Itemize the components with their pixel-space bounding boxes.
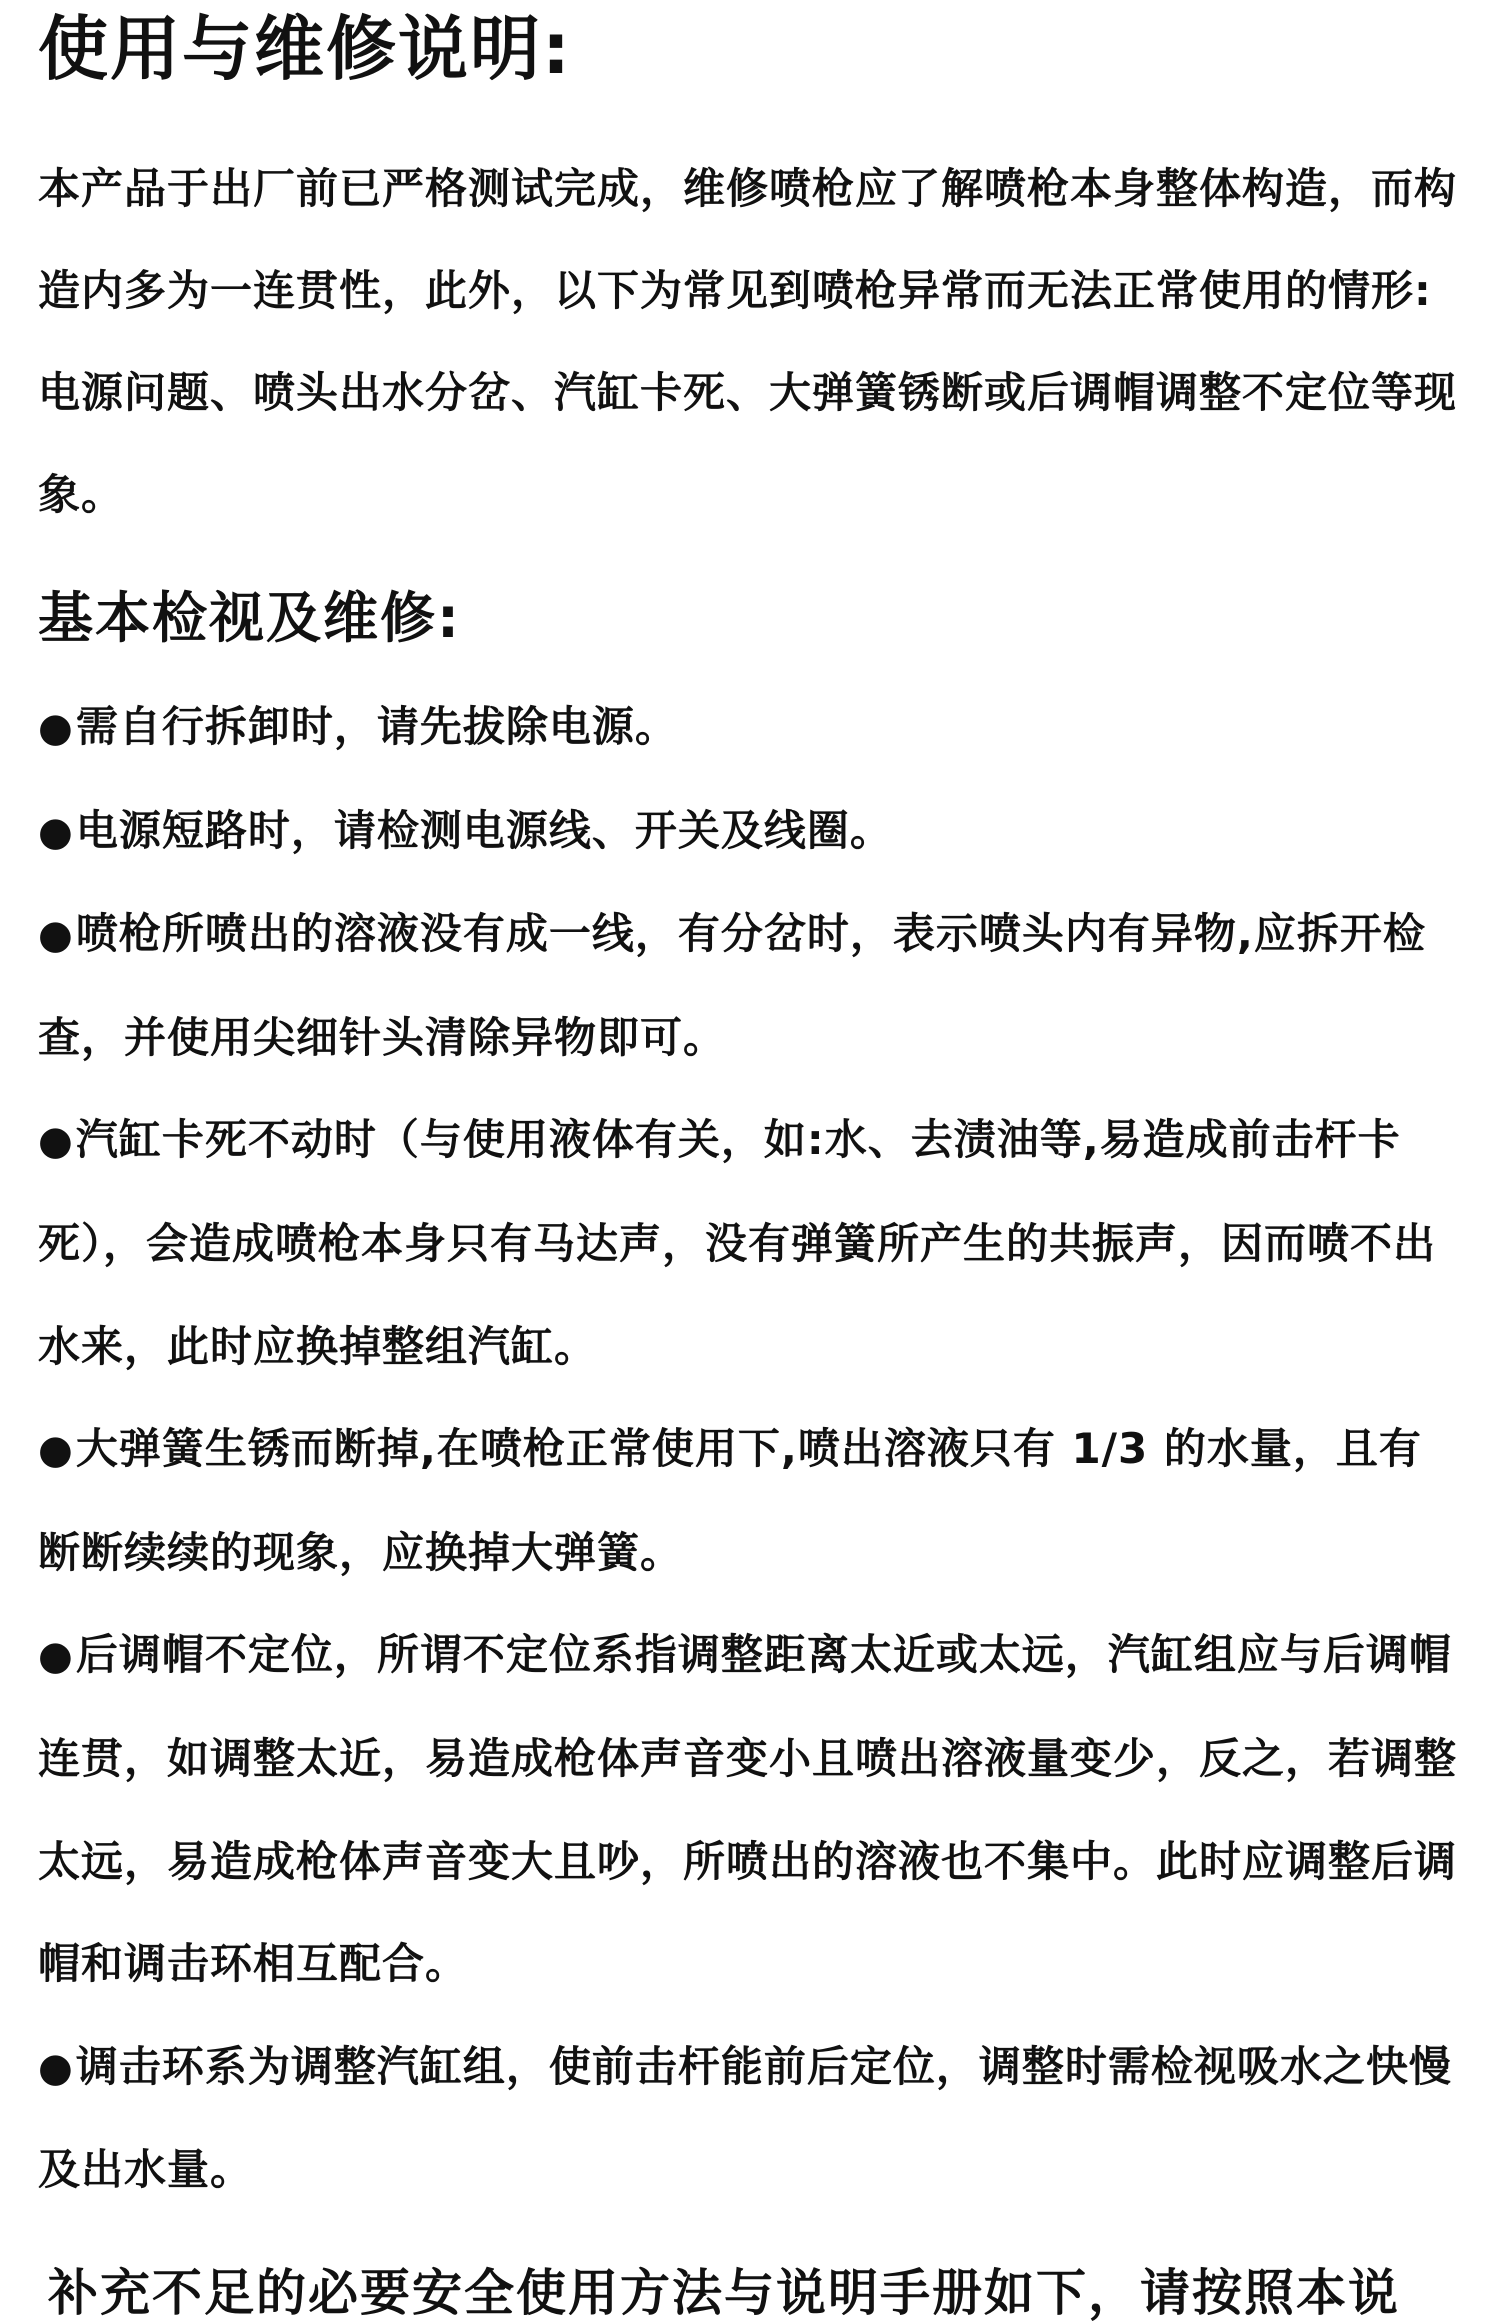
- intro-paragraph: 本产品于出厂前已严格测试完成，维修喷枪应了解喷枪本身整体构造，而构造内多为一连贯性，此外，以下为常见到喷枪异常而无法正常使用的情形:电源问题、喷头出水分岔、汽缸卡死、大弹簧锈断或后调帽调整不定位等现象。: [38, 164, 1458, 519]
- bullet-icon: ●: [38, 808, 74, 855]
- list-item: [38, 676, 1458, 780]
- bullet-icon: ●: [38, 705, 74, 751]
- bullet-icon: ●: [38, 1633, 74, 1680]
- list-item-text: 汽缸卡死不动时（与使用液体有关，如:水、去渍油等,易造成前击杆卡死），会造成喷枪本身只有马达声，没有弹簧所产生的共振声，因而喷不出水来，此时应换掉整组汽缸。: [38, 1115, 1437, 1371]
- list-item: [38, 780, 1458, 884]
- list-item-text: 调击环系为调整汽缸组，使前击杆能前后定位，调整时需检视吸水之快慢及出水量。: [38, 2041, 1452, 2195]
- list-item-text: 需自行拆卸时，请先拔除电源。: [75, 702, 678, 751]
- list-item-text: 喷枪所喷出的溶液没有成一线，有分岔时，表示喷头内有异物,应拆开检查，并使用尖细针头清除异物即可。: [38, 909, 1426, 1062]
- section-title: 基本检视及维修:: [38, 586, 461, 650]
- footer-text: 补充不足的必要安全使用方法与说明手册如下，请按照本说: [48, 2264, 1400, 2322]
- list-item: [38, 883, 1458, 1089]
- list-item: [38, 1398, 1458, 1604]
- list-item-text: 电源短路时，请检测电源线、开关及线圈。: [75, 805, 893, 855]
- list-item: [38, 1089, 1458, 1398]
- list-item-text: 大弹簧生锈而断掉,在喷枪正常使用下,喷出溶液只有 1/3 的水量，且有断断续续的现象，应换掉大弹簧。: [38, 1424, 1422, 1577]
- bullet-icon: ●: [38, 912, 74, 959]
- bullet-icon: ●: [38, 1118, 74, 1165]
- bullet-icon: ●: [38, 1427, 74, 1474]
- list-item: [38, 1604, 1458, 2015]
- list-item-text: 后调帽不定位，所谓不定位系指调整距离太近或太远，汽缸组应与后调帽连贯，如调整太近，易造成枪体声音变小且喷出溶液量变少，反之，若调整太远，易造成枪体声音变大且吵，所喷出的溶液也不集中。此时应调整后调帽和调击环相互配合。: [38, 1630, 1458, 1989]
- list-item: [38, 2016, 1458, 2222]
- maintenance-list: [38, 676, 1458, 2222]
- page-title: 使用与维修说明:: [38, 8, 572, 90]
- bullet-icon: ●: [38, 2044, 74, 2091]
